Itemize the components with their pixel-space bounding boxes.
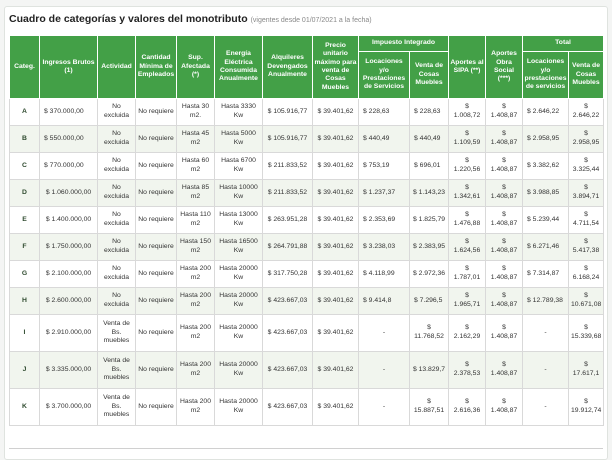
cell-ingresos: $ 770.000,00 xyxy=(40,153,98,180)
cell-alquileres: $ 264.791,88 xyxy=(263,234,313,261)
cell-obra-social: $ 1.408,87 xyxy=(486,315,523,352)
cell-energia: Hasta 3330 Kw xyxy=(215,99,263,126)
cell-categ: J xyxy=(10,352,40,389)
cell-sipa: $ 2.162,29 xyxy=(449,315,486,352)
cell-ingresos: $ 3.335.000,00 xyxy=(40,352,98,389)
col-empleados: Cantidad Mínima de Empleados xyxy=(136,36,177,99)
cell-precio: $ 39.401,62 xyxy=(313,99,359,126)
cell-tot-venta: $ 3.325,44 xyxy=(569,153,604,180)
table-row xyxy=(10,352,604,389)
table-row xyxy=(10,180,604,207)
cell-actividad: No excluida xyxy=(98,207,136,234)
cell-tot-venta: $ 2.958,95 xyxy=(569,126,604,153)
cell-empleados: No requiere xyxy=(136,352,177,389)
col-imp-locaciones: Locaciones y/o Prestaciones de Servicios xyxy=(359,52,410,99)
cell-alquileres: $ 105.916,77 xyxy=(263,126,313,153)
cell-sipa: $ 1.109,59 xyxy=(449,126,486,153)
cell-imp-locaciones: $ 753,19 xyxy=(359,153,410,180)
cell-empleados: No requiere xyxy=(136,126,177,153)
cell-superficie: Hasta 30 m2. xyxy=(177,99,215,126)
cell-empleados: No requiere xyxy=(136,234,177,261)
cell-empleados: No requiere xyxy=(136,153,177,180)
cell-imp-locaciones: $ 2.353,69 xyxy=(359,207,410,234)
cell-obra-social: $ 1.408,87 xyxy=(486,261,523,288)
cell-precio: $ 39.401,62 xyxy=(313,207,359,234)
table-row xyxy=(10,261,604,288)
cell-superficie: Hasta 200 m2 xyxy=(177,261,215,288)
cell-superficie: Hasta 85 m2 xyxy=(177,180,215,207)
group-impuesto: Impuesto Integrado xyxy=(359,36,449,52)
cell-tot-locaciones: - xyxy=(523,352,569,389)
table-row xyxy=(10,389,604,426)
cell-empleados: No requiere xyxy=(136,207,177,234)
cell-tot-locaciones: $ 6.271,46 xyxy=(523,234,569,261)
cell-categ: H xyxy=(10,288,40,315)
cell-tot-venta: $ 4.711,54 xyxy=(569,207,604,234)
cell-imp-locaciones: $ 1.237,37 xyxy=(359,180,410,207)
cell-empleados: No requiere xyxy=(136,180,177,207)
cell-imp-venta: $ 228,63 xyxy=(410,99,449,126)
cell-energia: Hasta 16500 Kw xyxy=(215,234,263,261)
cell-alquileres: $ 423.667,03 xyxy=(263,315,313,352)
cell-imp-locaciones: - xyxy=(359,352,410,389)
cell-alquileres: $ 211.833,52 xyxy=(263,180,313,207)
cell-imp-venta: $ 13.829,7 xyxy=(410,352,449,389)
cell-superficie: Hasta 110 m2 xyxy=(177,207,215,234)
cell-categ: C xyxy=(10,153,40,180)
cell-precio: $ 39.401,62 xyxy=(313,153,359,180)
cell-tot-locaciones: $ 3.988,85 xyxy=(523,180,569,207)
cell-tot-venta: $ 17.617,1 xyxy=(569,352,604,389)
cell-precio: $ 39.401,62 xyxy=(313,234,359,261)
cell-categ: A xyxy=(10,99,40,126)
cell-superficie: Hasta 200 m2 xyxy=(177,352,215,389)
cell-empleados: No requiere xyxy=(136,99,177,126)
cell-categ: B xyxy=(10,126,40,153)
cell-obra-social: $ 1.408,87 xyxy=(486,180,523,207)
cell-obra-social: $ 1.408,87 xyxy=(486,126,523,153)
cell-sipa: $ 2.378,53 xyxy=(449,352,486,389)
cell-obra-social: $ 1.408,87 xyxy=(486,99,523,126)
cell-imp-venta: $ 2.972,36 xyxy=(410,261,449,288)
cell-empleados: No requiere xyxy=(136,261,177,288)
cell-alquileres: $ 317.750,28 xyxy=(263,261,313,288)
col-tot-venta: Venta de Cosas Muebles xyxy=(569,52,604,99)
cell-imp-locaciones: - xyxy=(359,389,410,426)
table-row xyxy=(10,288,604,315)
cell-imp-venta: $ 440,49 xyxy=(410,126,449,153)
cell-superficie: Hasta 45 m2 xyxy=(177,126,215,153)
cell-obra-social: $ 1.408,87 xyxy=(486,234,523,261)
cell-imp-venta: $ 2.383,95 xyxy=(410,234,449,261)
page-title xyxy=(9,13,372,25)
cell-precio: $ 39.401,62 xyxy=(313,315,359,352)
title-text: Cuadro de categorías y valores del monotributo xyxy=(9,13,248,25)
cell-ingresos: $ 370.000,00 xyxy=(40,99,98,126)
cell-tot-locaciones: - xyxy=(523,315,569,352)
cell-tot-venta: $ 6.168,24 xyxy=(569,261,604,288)
cell-imp-venta: $ 1.143,23 xyxy=(410,180,449,207)
cell-imp-locaciones: - xyxy=(359,315,410,352)
col-obra-social: Aportes Obra Social (***) xyxy=(486,36,523,99)
cell-tot-locaciones: - xyxy=(523,389,569,426)
cell-energia: Hasta 20000 Kw xyxy=(215,315,263,352)
cell-ingresos: $ 1.750.000,00 xyxy=(40,234,98,261)
cell-energia: Hasta 20000 Kw xyxy=(215,288,263,315)
monotributo-table xyxy=(9,35,604,426)
cell-energia: Hasta 20000 Kw xyxy=(215,389,263,426)
cell-actividad: Venta de Bs. muebles xyxy=(98,315,136,352)
cell-superficie: Hasta 200 m2 xyxy=(177,389,215,426)
cell-sipa: $ 1.476,88 xyxy=(449,207,486,234)
group-total: Total xyxy=(523,36,604,52)
cell-imp-locaciones: $ 3.238,03 xyxy=(359,234,410,261)
cell-imp-venta: $ 15.887,51 xyxy=(410,389,449,426)
cell-precio: $ 39.401,62 xyxy=(313,261,359,288)
cell-energia: Hasta 13000 Kw xyxy=(215,207,263,234)
cell-empleados: No requiere xyxy=(136,389,177,426)
cell-actividad: No excluida xyxy=(98,261,136,288)
cell-tot-locaciones: $ 2.958,95 xyxy=(523,126,569,153)
cell-tot-venta: $ 10.671,08 xyxy=(569,288,604,315)
cell-obra-social: $ 1.408,87 xyxy=(486,207,523,234)
table-row xyxy=(10,126,604,153)
cell-actividad: No excluida xyxy=(98,153,136,180)
cell-obra-social: $ 1.408,87 xyxy=(486,352,523,389)
title-subtitle: (vigentes desde 01/07/2021 a la fecha) xyxy=(250,17,372,24)
cell-tot-venta: $ 2.646,22 xyxy=(569,99,604,126)
cell-empleados: No requiere xyxy=(136,315,177,352)
cell-alquileres: $ 105.916,77 xyxy=(263,99,313,126)
cell-ingresos: $ 2.910.000,00 xyxy=(40,315,98,352)
cell-sipa: $ 1.787,01 xyxy=(449,261,486,288)
cell-tot-venta: $ 15.339,68 xyxy=(569,315,604,352)
col-precio: Precio unitario máximo para venta de Cosas Muebles xyxy=(313,36,359,99)
col-energia: Energía Eléctrica Consumida Anualmente xyxy=(215,36,263,99)
cell-superficie: Hasta 200 m2 xyxy=(177,315,215,352)
table-body xyxy=(10,99,604,426)
cell-superficie: Hasta 200 m2 xyxy=(177,288,215,315)
cell-actividad: No excluida xyxy=(98,126,136,153)
cell-imp-venta: $ 1.825,79 xyxy=(410,207,449,234)
cell-ingresos: $ 1.400.000,00 xyxy=(40,207,98,234)
cell-tot-venta: $ 19.912,74 xyxy=(569,389,604,426)
table-bottom-divider xyxy=(9,448,603,449)
cell-alquileres: $ 423.667,03 xyxy=(263,389,313,426)
cell-actividad: No excluida xyxy=(98,234,136,261)
cell-imp-locaciones: $ 9.414,8 xyxy=(359,288,410,315)
cell-tot-locaciones: $ 7.314,87 xyxy=(523,261,569,288)
cell-alquileres: $ 211.833,52 xyxy=(263,153,313,180)
cell-obra-social: $ 1.408,87 xyxy=(486,389,523,426)
cell-alquileres: $ 423.667,03 xyxy=(263,288,313,315)
cell-actividad: No excluida xyxy=(98,180,136,207)
col-sipa: Aportes al SIPA (**) xyxy=(449,36,486,99)
col-ingresos: Ingresos Brutos (1) xyxy=(40,36,98,99)
col-imp-venta: Venta de Cosas Muebles xyxy=(410,52,449,99)
cell-ingresos: $ 2.600.000,00 xyxy=(40,288,98,315)
cell-sipa: $ 1.220,56 xyxy=(449,153,486,180)
cell-precio: $ 39.401,62 xyxy=(313,180,359,207)
cell-energia: Hasta 6700 Kw xyxy=(215,153,263,180)
cell-categ: E xyxy=(10,207,40,234)
cell-energia: Hasta 10000 Kw xyxy=(215,180,263,207)
cell-actividad: No excluida xyxy=(98,99,136,126)
cell-tot-venta: $ 3.894,71 xyxy=(569,180,604,207)
cell-precio: $ 39.401,62 xyxy=(313,288,359,315)
cell-precio: $ 39.401,62 xyxy=(313,126,359,153)
cell-ingresos: $ 1.060.000,00 xyxy=(40,180,98,207)
cell-imp-venta: $ 696,01 xyxy=(410,153,449,180)
cell-obra-social: $ 1.408,87 xyxy=(486,288,523,315)
cell-energia: Hasta 5000 Kw xyxy=(215,126,263,153)
cell-categ: G xyxy=(10,261,40,288)
cell-sipa: $ 1.624,56 xyxy=(449,234,486,261)
table-row xyxy=(10,315,604,352)
cell-sipa: $ 2.616,36 xyxy=(449,389,486,426)
cell-sipa: $ 1.342,61 xyxy=(449,180,486,207)
cell-ingresos: $ 3.700.000,00 xyxy=(40,389,98,426)
cell-tot-locaciones: $ 5.239,44 xyxy=(523,207,569,234)
cell-actividad: Venta de Bs. muebles xyxy=(98,389,136,426)
cell-superficie: Hasta 150 m2 xyxy=(177,234,215,261)
cell-tot-locaciones: $ 2.646,22 xyxy=(523,99,569,126)
cell-categ: F xyxy=(10,234,40,261)
cell-categ: I xyxy=(10,315,40,352)
col-alquileres: Alquileres Devengados Anualmente xyxy=(263,36,313,99)
cell-categ: K xyxy=(10,389,40,426)
cell-energia: Hasta 20000 Kw xyxy=(215,352,263,389)
col-tot-locaciones: Locaciones y/o prestaciones de servicios xyxy=(523,52,569,99)
table-header xyxy=(10,36,604,99)
cell-categ: D xyxy=(10,180,40,207)
cell-obra-social: $ 1.408,87 xyxy=(486,153,523,180)
col-actividad: Actividad xyxy=(98,36,136,99)
cell-energia: Hasta 20000 Kw xyxy=(215,261,263,288)
table-row xyxy=(10,153,604,180)
cell-ingresos: $ 2.100.000,00 xyxy=(40,261,98,288)
col-categ: Categ. xyxy=(10,36,40,99)
cell-alquileres: $ 423.667,03 xyxy=(263,352,313,389)
cell-sipa: $ 1.008,72 xyxy=(449,99,486,126)
cell-tot-venta: $ 5.417,38 xyxy=(569,234,604,261)
cell-imp-locaciones: $ 440,49 xyxy=(359,126,410,153)
cell-precio: $ 39.401,62 xyxy=(313,389,359,426)
cell-superficie: Hasta 60 m2 xyxy=(177,153,215,180)
cell-actividad: No excluida xyxy=(98,288,136,315)
cell-sipa: $ 1.965,71 xyxy=(449,288,486,315)
cell-ingresos: $ 550.000,00 xyxy=(40,126,98,153)
cell-imp-locaciones: $ 228,63 xyxy=(359,99,410,126)
cell-empleados: No requiere xyxy=(136,288,177,315)
cell-alquileres: $ 263.951,28 xyxy=(263,207,313,234)
cell-imp-locaciones: $ 4.118,99 xyxy=(359,261,410,288)
table-row xyxy=(10,234,604,261)
table-row xyxy=(10,207,604,234)
cell-actividad: Venta de Bs. muebles xyxy=(98,352,136,389)
cell-imp-venta: $ 7.296,5 xyxy=(410,288,449,315)
cell-precio: $ 39.401,62 xyxy=(313,352,359,389)
table-row xyxy=(10,99,604,126)
cell-tot-locaciones: $ 12.789,38 xyxy=(523,288,569,315)
cell-imp-venta: $ 11.768,52 xyxy=(410,315,449,352)
cell-tot-locaciones: $ 3.382,62 xyxy=(523,153,569,180)
col-superficie: Sup. Afectada (*) xyxy=(177,36,215,99)
